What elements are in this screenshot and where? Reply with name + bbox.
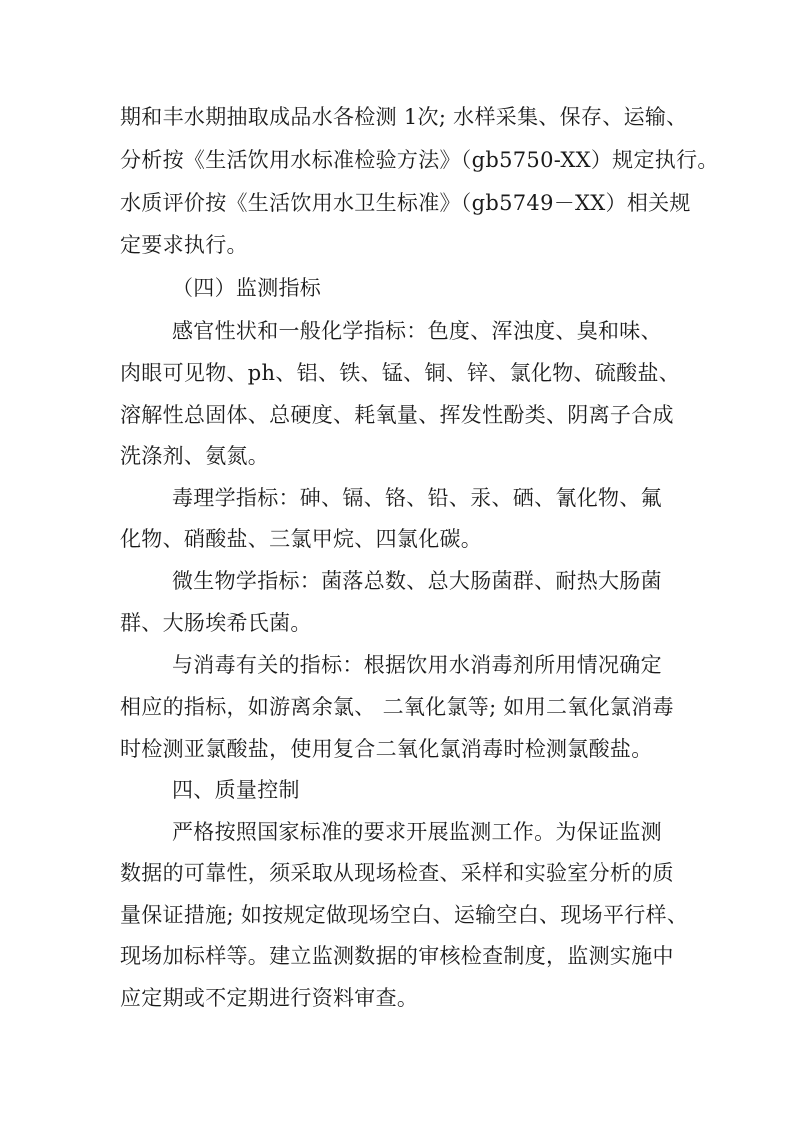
text-line: 水质评价按《生活饮用水卫生标准》（gb5749－XX）相关规 <box>120 191 691 215</box>
text-line: 群、大肠埃希氏菌。 <box>120 611 312 635</box>
text-line: 数据的可靠性，须采取从现场检查、采样和实验室分析的质 <box>120 861 674 885</box>
section-heading: （四）监测指标 <box>172 276 322 300</box>
text-line: 微生物学指标：菌落总数、总大肠菌群、耐热大肠菌 <box>172 569 662 593</box>
text-line: 量保证措施; 如按规定做现场空白、运输空白、现场平行样、 <box>120 903 689 927</box>
text-line: 化物、硝酸盐、三氯甲烷、四氯化碳。 <box>120 527 483 551</box>
text-line: 应定期或不定期进行资料审查。 <box>120 986 419 1010</box>
text-line: 感官性状和一般化学指标：色度、浑浊度、臭和味、 <box>172 319 662 343</box>
text-line: 分析按《生活饮用水标准检验方法》（gb5750-XX）规定执行。 <box>120 148 719 172</box>
text-line: 严格按照国家标准的要求开展监测工作。为保证监测 <box>172 820 662 844</box>
section-heading: 四、质量控制 <box>172 778 300 802</box>
text-line: 期和丰水期抽取成品水各检测 1次; 水样采集、保存、运输、 <box>120 105 688 129</box>
text-line: 溶解性总固体、总硬度、耗氧量、挥发性酚类、阴离子合成 <box>120 403 674 427</box>
text-line: 时检测亚氯酸盐，使用复合二氧化氯消毒时检测氯酸盐。 <box>120 737 653 761</box>
text-line: 现场加标样等。建立监测数据的审核检查制度，监测实施中 <box>120 944 674 968</box>
text-line: 毒理学指标：砷、镉、铬、铅、汞、硒、氰化物、氟 <box>172 486 662 510</box>
text-line: 相应的指标，如游离余氯、 二氧化氯等; 如用二氧化氯消毒 <box>120 695 674 719</box>
text-line: 肉眼可见物、ph、铝、铁、锰、铜、锌、氯化物、硫酸盐、 <box>120 361 681 385</box>
text-line: 与消毒有关的指标：根据饮用水消毒剂所用情况确定 <box>172 653 662 677</box>
text-line: 洗涤剂、氨氮。 <box>120 444 270 468</box>
text-line: 定要求执行。 <box>120 233 248 257</box>
